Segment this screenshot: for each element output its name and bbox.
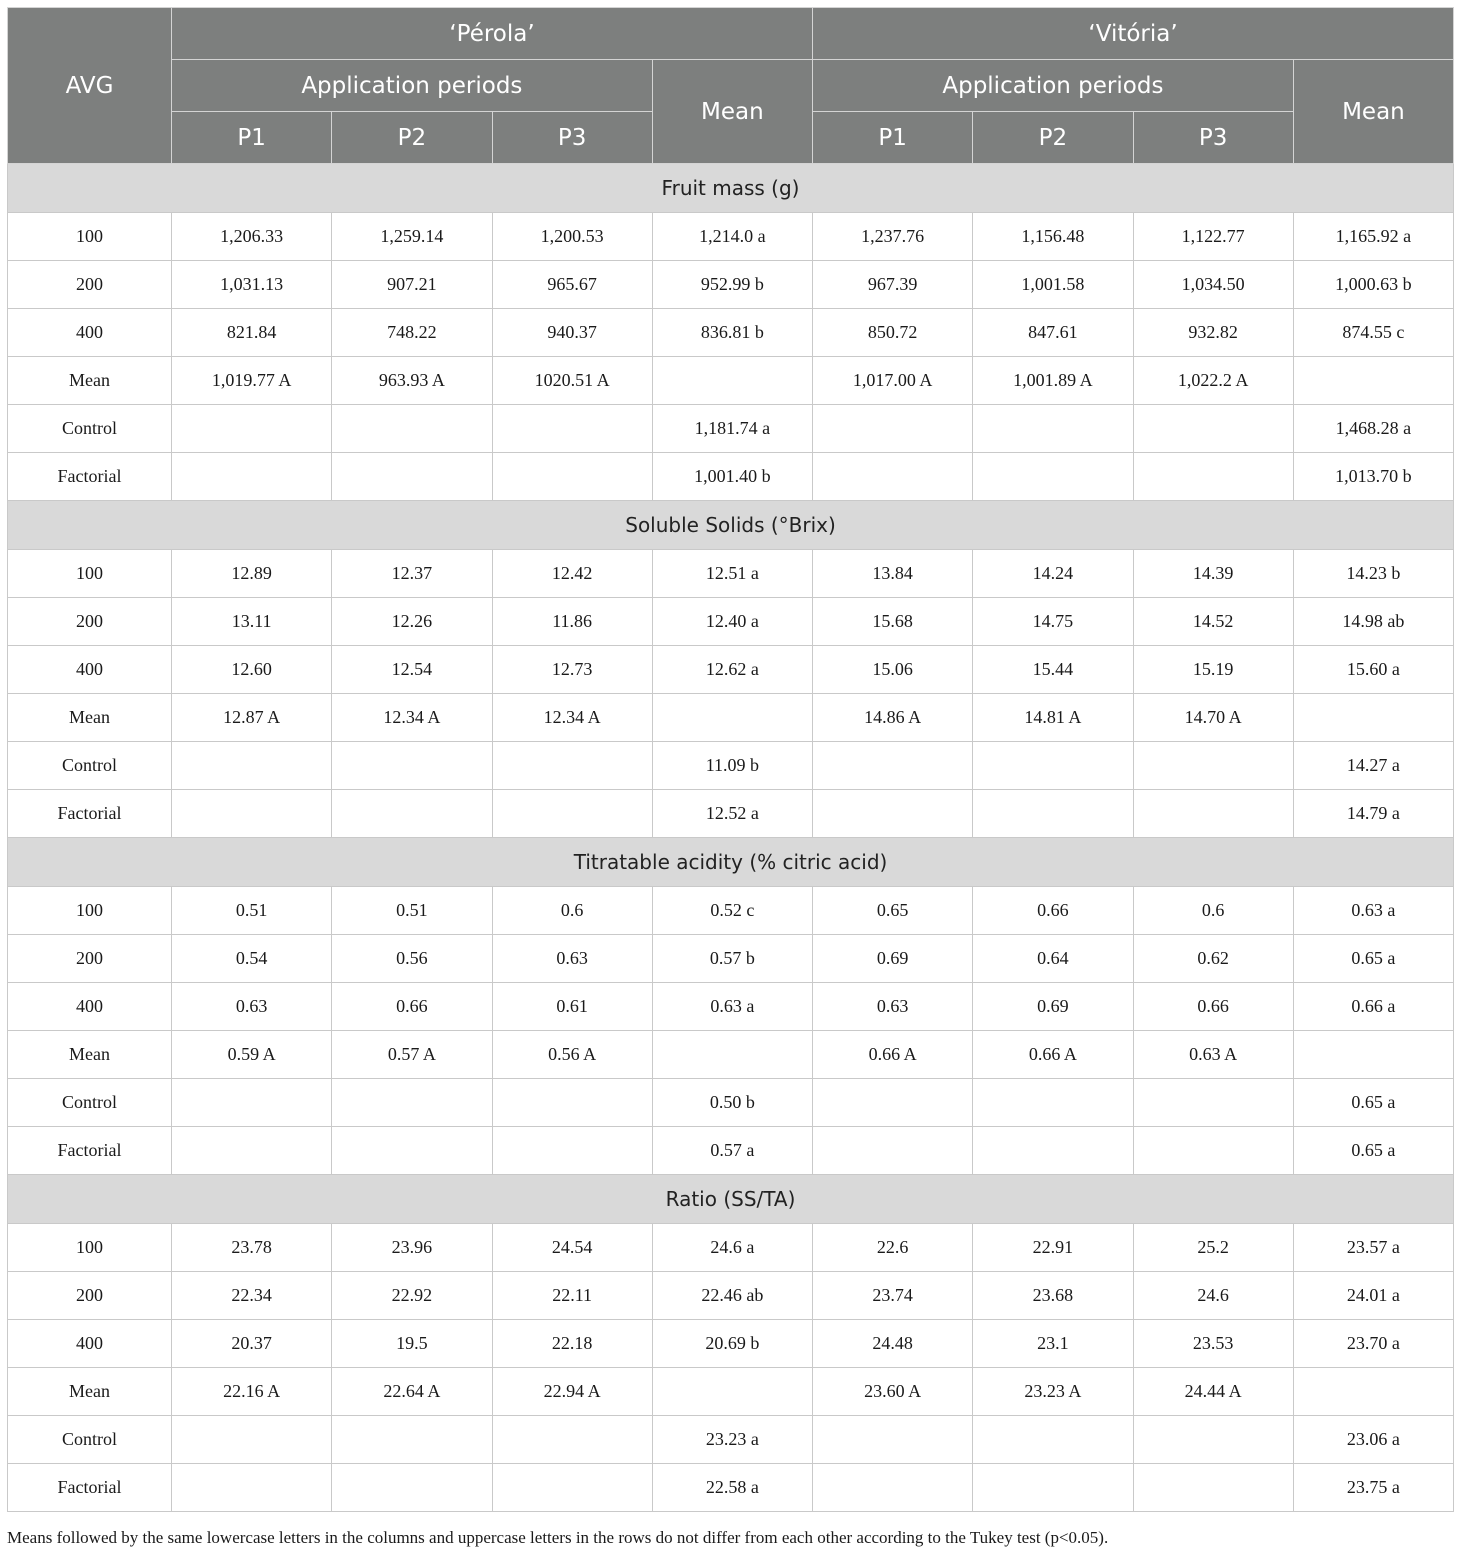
table-cell: 12.40 a xyxy=(652,598,812,646)
table-cell: 0.65 xyxy=(813,887,973,935)
table-cell: 967.39 xyxy=(813,261,973,309)
table-cell xyxy=(973,1416,1133,1464)
table-cell: 1,001.89 A xyxy=(973,357,1133,405)
row-label: Mean xyxy=(8,1031,172,1079)
table-cell: 0.63 A xyxy=(1133,1031,1293,1079)
header-period-p1: P1 xyxy=(172,112,332,164)
table-cell: 22.11 xyxy=(492,1272,652,1320)
table-row xyxy=(8,935,1454,983)
table-cell xyxy=(332,1079,492,1127)
table-cell: 22.18 xyxy=(492,1320,652,1368)
table-cell: 0.50 b xyxy=(652,1079,812,1127)
table-cell: 23.23 A xyxy=(973,1368,1133,1416)
table-cell: 0.63 a xyxy=(1293,887,1453,935)
table-cell: 0.51 xyxy=(332,887,492,935)
table-row xyxy=(8,983,1454,1031)
table-cell: 1,013.70 b xyxy=(1293,453,1453,501)
table-cell: 12.89 xyxy=(172,550,332,598)
table-cell xyxy=(813,1079,973,1127)
row-label: 200 xyxy=(8,935,172,983)
table-cell: 0.66 xyxy=(973,887,1133,935)
table-cell: 952.99 b xyxy=(652,261,812,309)
table-row xyxy=(8,550,1454,598)
table-cell: 1020.51 A xyxy=(492,357,652,405)
row-label: Control xyxy=(8,1079,172,1127)
table-body xyxy=(8,164,1454,1512)
table-cell: 20.37 xyxy=(172,1320,332,1368)
table-cell: 0.52 c xyxy=(652,887,812,935)
table-cell: 932.82 xyxy=(1133,309,1293,357)
table-cell xyxy=(1133,1464,1293,1512)
table-cell: 12.87 A xyxy=(172,694,332,742)
table-cell: 0.6 xyxy=(1133,887,1293,935)
table-row xyxy=(8,1031,1454,1079)
table-cell: 23.78 xyxy=(172,1224,332,1272)
table-cell: 1,237.76 xyxy=(813,213,973,261)
row-label: 400 xyxy=(8,646,172,694)
table-cell xyxy=(973,1127,1133,1175)
table-row xyxy=(8,646,1454,694)
table-cell xyxy=(492,790,652,838)
table-cell xyxy=(1293,1368,1453,1416)
table-cell xyxy=(813,1127,973,1175)
header-mean-vitoria: Mean xyxy=(1293,60,1453,164)
table-cell xyxy=(332,1416,492,1464)
table-cell: 850.72 xyxy=(813,309,973,357)
table-cell: 23.06 a xyxy=(1293,1416,1453,1464)
row-label: 400 xyxy=(8,309,172,357)
header-period-p3: P3 xyxy=(492,112,652,164)
table-cell: 12.60 xyxy=(172,646,332,694)
table-cell: 0.54 xyxy=(172,935,332,983)
table-cell: 22.94 A xyxy=(492,1368,652,1416)
table-cell: 940.37 xyxy=(492,309,652,357)
table-cell xyxy=(332,453,492,501)
table-cell: 0.56 xyxy=(332,935,492,983)
table-row xyxy=(8,1416,1454,1464)
header-period-p2: P2 xyxy=(332,112,492,164)
table-cell xyxy=(1133,405,1293,453)
row-label: Control xyxy=(8,405,172,453)
table-row xyxy=(8,1272,1454,1320)
table-cell xyxy=(492,1127,652,1175)
table-row xyxy=(8,1224,1454,1272)
row-label: 100 xyxy=(8,1224,172,1272)
table-cell: 0.64 xyxy=(973,935,1133,983)
table-cell: 14.75 xyxy=(973,598,1133,646)
table-cell xyxy=(492,1079,652,1127)
table-cell xyxy=(1133,742,1293,790)
table-cell: 0.51 xyxy=(172,887,332,935)
table-header xyxy=(8,8,1454,164)
table-cell: 748.22 xyxy=(332,309,492,357)
table-cell: 1,000.63 b xyxy=(1293,261,1453,309)
header-period-p3: P3 xyxy=(1133,112,1293,164)
table-cell xyxy=(652,694,812,742)
table-cell: 1,001.58 xyxy=(973,261,1133,309)
table-cell xyxy=(492,1464,652,1512)
table-cell xyxy=(813,790,973,838)
row-label: 200 xyxy=(8,598,172,646)
table-cell: 0.66 A xyxy=(973,1031,1133,1079)
table-cell: 0.56 A xyxy=(492,1031,652,1079)
table-cell: 1,156.48 xyxy=(973,213,1133,261)
header-period-p2: P2 xyxy=(973,112,1133,164)
table-cell: 14.23 b xyxy=(1293,550,1453,598)
table-cell: 1,200.53 xyxy=(492,213,652,261)
table-row xyxy=(8,790,1454,838)
header-application-periods-vitoria: Application periods xyxy=(813,60,1294,112)
table-cell: 24.44 A xyxy=(1133,1368,1293,1416)
table-cell: 14.24 xyxy=(973,550,1133,598)
table-cell: 13.11 xyxy=(172,598,332,646)
table-row xyxy=(8,598,1454,646)
row-label: Factorial xyxy=(8,453,172,501)
table-cell: 12.34 A xyxy=(332,694,492,742)
table-cell xyxy=(492,742,652,790)
table-cell xyxy=(332,1127,492,1175)
table-cell: 12.52 a xyxy=(652,790,812,838)
section-header-row xyxy=(8,838,1454,887)
table-cell: 0.61 xyxy=(492,983,652,1031)
table-cell: 14.70 A xyxy=(1133,694,1293,742)
table-cell: 23.68 xyxy=(973,1272,1133,1320)
table-cell: 963.93 A xyxy=(332,357,492,405)
table-cell: 14.79 a xyxy=(1293,790,1453,838)
table-row xyxy=(8,1464,1454,1512)
table-cell: 23.70 a xyxy=(1293,1320,1453,1368)
table-cell: 0.63 xyxy=(172,983,332,1031)
table-cell: 1,122.77 xyxy=(1133,213,1293,261)
table-cell: 25.2 xyxy=(1133,1224,1293,1272)
table-cell: 12.73 xyxy=(492,646,652,694)
table-cell: 23.74 xyxy=(813,1272,973,1320)
row-label: 200 xyxy=(8,261,172,309)
table-cell: 965.67 xyxy=(492,261,652,309)
table-cell: 23.60 A xyxy=(813,1368,973,1416)
row-label: Mean xyxy=(8,357,172,405)
results-table xyxy=(7,7,1454,1512)
table-cell xyxy=(172,453,332,501)
row-label: Mean xyxy=(8,694,172,742)
table-cell: 23.53 xyxy=(1133,1320,1293,1368)
table-cell: 15.68 xyxy=(813,598,973,646)
table-cell: 11.09 b xyxy=(652,742,812,790)
table-cell xyxy=(1133,1079,1293,1127)
table-row xyxy=(8,887,1454,935)
table-cell xyxy=(172,742,332,790)
table-cell xyxy=(1293,1031,1453,1079)
table-cell: 23.96 xyxy=(332,1224,492,1272)
table-cell: 1,019.77 A xyxy=(172,357,332,405)
table-cell: 24.48 xyxy=(813,1320,973,1368)
table-cell: 1,165.92 a xyxy=(1293,213,1453,261)
table-cell: 14.86 A xyxy=(813,694,973,742)
table-row xyxy=(8,261,1454,309)
table-cell: 24.6 a xyxy=(652,1224,812,1272)
table-cell: 0.57 a xyxy=(652,1127,812,1175)
row-label: Factorial xyxy=(8,1127,172,1175)
row-label: 400 xyxy=(8,1320,172,1368)
table-cell xyxy=(652,1031,812,1079)
table-cell: 20.69 b xyxy=(652,1320,812,1368)
table-cell: 22.16 A xyxy=(172,1368,332,1416)
table-cell: 0.63 a xyxy=(652,983,812,1031)
table-row xyxy=(8,405,1454,453)
table-row xyxy=(8,694,1454,742)
table-cell: 22.34 xyxy=(172,1272,332,1320)
row-label: Control xyxy=(8,742,172,790)
table-cell: 12.62 a xyxy=(652,646,812,694)
table-cell: 0.6 xyxy=(492,887,652,935)
table-cell: 1,181.74 a xyxy=(652,405,812,453)
table-cell xyxy=(813,742,973,790)
table-cell: 12.51 a xyxy=(652,550,812,598)
table-cell xyxy=(172,1079,332,1127)
table-cell: 12.26 xyxy=(332,598,492,646)
section-header-row xyxy=(8,164,1454,213)
table-row xyxy=(8,742,1454,790)
table-cell xyxy=(1293,694,1453,742)
table-cell xyxy=(973,790,1133,838)
table-cell: 24.54 xyxy=(492,1224,652,1272)
table-cell xyxy=(652,357,812,405)
table-cell: 23.23 a xyxy=(652,1416,812,1464)
table-cell: 15.44 xyxy=(973,646,1133,694)
table-cell: 24.01 a xyxy=(1293,1272,1453,1320)
header-cultivar-perola: ‘Pérola’ xyxy=(172,8,813,60)
table-cell: 22.46 ab xyxy=(652,1272,812,1320)
table-cell: 1,468.28 a xyxy=(1293,405,1453,453)
table-cell: 1,034.50 xyxy=(1133,261,1293,309)
table-cell xyxy=(813,1464,973,1512)
table-cell: 14.27 a xyxy=(1293,742,1453,790)
header-period-p1: P1 xyxy=(813,112,973,164)
table-cell xyxy=(492,405,652,453)
table-cell: 22.91 xyxy=(973,1224,1133,1272)
table-cell: 22.92 xyxy=(332,1272,492,1320)
header-application-periods-perola: Application periods xyxy=(172,60,653,112)
table-cell: 0.66 A xyxy=(813,1031,973,1079)
table-cell: 847.61 xyxy=(973,309,1133,357)
section-title: Titratable acidity (% citric acid) xyxy=(8,838,1454,887)
table-cell: 22.58 a xyxy=(652,1464,812,1512)
table-cell xyxy=(813,405,973,453)
table-cell: 12.54 xyxy=(332,646,492,694)
table-cell: 22.6 xyxy=(813,1224,973,1272)
table-cell: 0.69 xyxy=(813,935,973,983)
table-row xyxy=(8,1368,1454,1416)
header-avg: AVG xyxy=(8,8,172,164)
table-cell: 15.19 xyxy=(1133,646,1293,694)
row-label: 400 xyxy=(8,983,172,1031)
section-title: Fruit mass (g) xyxy=(8,164,1454,213)
table-cell xyxy=(332,405,492,453)
table-cell: 12.34 A xyxy=(492,694,652,742)
row-label: 200 xyxy=(8,1272,172,1320)
table-cell: 1,022.2 A xyxy=(1133,357,1293,405)
table-cell: 14.98 ab xyxy=(1293,598,1453,646)
section-header-row xyxy=(8,1175,1454,1224)
table-cell: 15.60 a xyxy=(1293,646,1453,694)
table-cell: 0.65 a xyxy=(1293,1079,1453,1127)
table-cell: 874.55 c xyxy=(1293,309,1453,357)
table-row xyxy=(8,1127,1454,1175)
table-cell xyxy=(172,405,332,453)
table-cell: 1,214.0 a xyxy=(652,213,812,261)
table-cell xyxy=(973,405,1133,453)
row-label: Factorial xyxy=(8,1464,172,1512)
table-cell: 0.69 xyxy=(973,983,1133,1031)
table-cell xyxy=(172,1416,332,1464)
table-cell xyxy=(172,1127,332,1175)
table-cell xyxy=(492,453,652,501)
table-cell: 23.1 xyxy=(973,1320,1133,1368)
table-cell: 0.65 a xyxy=(1293,935,1453,983)
table-cell: 23.75 a xyxy=(1293,1464,1453,1512)
table-cell xyxy=(1133,1127,1293,1175)
section-title: Ratio (SS/TA) xyxy=(8,1175,1454,1224)
row-label: Control xyxy=(8,1416,172,1464)
section-header-row xyxy=(8,501,1454,550)
table-row xyxy=(8,309,1454,357)
table-cell: 0.57 A xyxy=(332,1031,492,1079)
table-cell: 0.63 xyxy=(813,983,973,1031)
table-cell: 836.81 b xyxy=(652,309,812,357)
table-cell xyxy=(332,742,492,790)
table-cell: 15.06 xyxy=(813,646,973,694)
table-cell: 14.39 xyxy=(1133,550,1293,598)
table-cell: 1,001.40 b xyxy=(652,453,812,501)
table-cell: 23.57 a xyxy=(1293,1224,1453,1272)
table-cell xyxy=(1133,790,1293,838)
table-row xyxy=(8,453,1454,501)
table-cell: 1,259.14 xyxy=(332,213,492,261)
header-mean-perola: Mean xyxy=(652,60,812,164)
table-cell: 11.86 xyxy=(492,598,652,646)
table-cell xyxy=(973,1079,1133,1127)
table-cell: 0.66 a xyxy=(1293,983,1453,1031)
row-label: 100 xyxy=(8,550,172,598)
table-cell: 821.84 xyxy=(172,309,332,357)
table-footnote: Means followed by the same lowercase letters in the columns and uppercase letters in the rows do not differ from each other according to the Tukey test (p<0.05). xyxy=(7,1528,1109,1547)
table-cell: 0.66 xyxy=(332,983,492,1031)
table-cell: 907.21 xyxy=(332,261,492,309)
table-row xyxy=(8,213,1454,261)
table-cell xyxy=(813,453,973,501)
table-cell: 13.84 xyxy=(813,550,973,598)
header-cultivar-vitoria: ‘Vitória’ xyxy=(813,8,1454,60)
table-cell xyxy=(332,1464,492,1512)
table-cell xyxy=(813,1416,973,1464)
table-cell xyxy=(492,1416,652,1464)
table-cell xyxy=(332,790,492,838)
table-cell: 24.6 xyxy=(1133,1272,1293,1320)
table-cell: 14.81 A xyxy=(973,694,1133,742)
section-title: Soluble Solids (°Brix) xyxy=(8,501,1454,550)
table-cell: 1,017.00 A xyxy=(813,357,973,405)
table-cell: 12.42 xyxy=(492,550,652,598)
table-cell: 0.57 b xyxy=(652,935,812,983)
table-cell: 0.63 xyxy=(492,935,652,983)
table-cell: 14.52 xyxy=(1133,598,1293,646)
row-label: Factorial xyxy=(8,790,172,838)
table-cell xyxy=(1293,357,1453,405)
table-cell: 12.37 xyxy=(332,550,492,598)
row-label: Mean xyxy=(8,1368,172,1416)
table-cell xyxy=(652,1368,812,1416)
row-label: 100 xyxy=(8,887,172,935)
table-cell xyxy=(973,1464,1133,1512)
table-row xyxy=(8,1079,1454,1127)
table-row xyxy=(8,1320,1454,1368)
table-cell xyxy=(973,453,1133,501)
table-cell: 0.62 xyxy=(1133,935,1293,983)
table-cell xyxy=(172,790,332,838)
table-cell: 19.5 xyxy=(332,1320,492,1368)
table-cell: 0.59 A xyxy=(172,1031,332,1079)
table-cell: 0.66 xyxy=(1133,983,1293,1031)
table-cell xyxy=(973,742,1133,790)
table-row xyxy=(8,357,1454,405)
table-cell xyxy=(1133,453,1293,501)
table-cell: 22.64 A xyxy=(332,1368,492,1416)
table-cell: 1,031.13 xyxy=(172,261,332,309)
table-cell: 0.65 a xyxy=(1293,1127,1453,1175)
row-label: 100 xyxy=(8,213,172,261)
table-cell: 1,206.33 xyxy=(172,213,332,261)
table-cell xyxy=(1133,1416,1293,1464)
table-cell xyxy=(172,1464,332,1512)
